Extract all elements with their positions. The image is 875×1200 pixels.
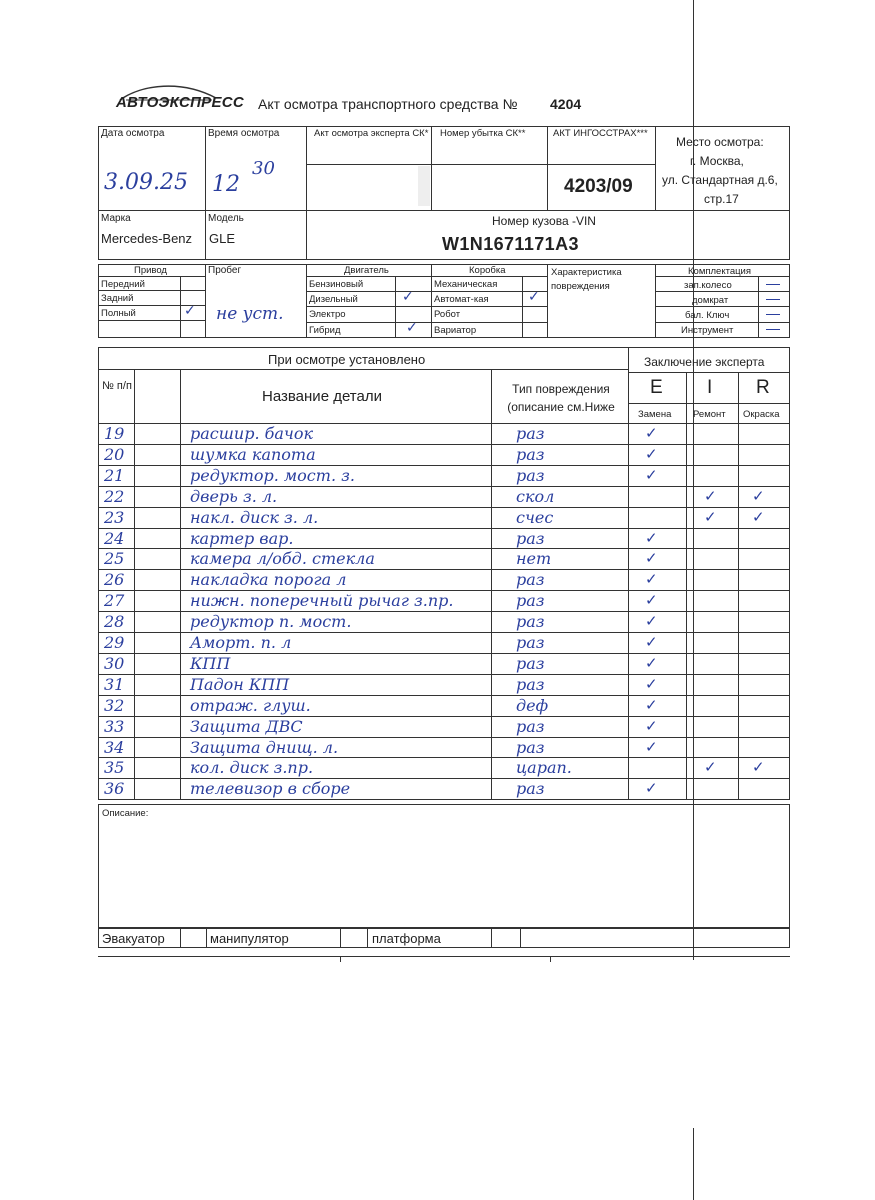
row-repair-check: ✓ (704, 758, 717, 777)
time-minutes: 30 (252, 158, 275, 179)
row-part-name: отраж. глуш. (190, 695, 311, 715)
equipment-dash-1 (766, 284, 780, 285)
ingos-value: 4203/09 (564, 176, 633, 197)
row-number: 31 (104, 674, 125, 694)
engine-diesel-check: ✓ (402, 289, 414, 305)
row-damage-type: раз (516, 570, 545, 590)
engine-option-electric: Электро (309, 309, 346, 320)
equipment-spare-wheel: зап.колесо (684, 280, 732, 291)
row-replace-check: ✓ (645, 528, 658, 547)
row-part-name: редуктор. мост. з. (190, 465, 355, 485)
row-number: 32 (104, 695, 125, 715)
row-replace-check: ✓ (645, 737, 658, 756)
cut-off-line (98, 956, 790, 957)
row-part-name: шумка капота (190, 444, 316, 464)
row-part-name: накладка порога л (190, 570, 347, 590)
row-number: 23 (104, 507, 125, 527)
logo-text: АВТОЭКСПРЕСС (116, 94, 245, 111)
mileage-label: Пробег (208, 265, 242, 276)
engine-hybrid-check: ✓ (406, 320, 418, 336)
date-value: 3.09.25 (104, 170, 188, 195)
brand-value: Mercedes-Benz (101, 231, 193, 246)
row-part-name: Защита днищ. л. (190, 737, 339, 757)
gearbox-option-cvt: Вариатор (434, 325, 477, 336)
description-box (98, 804, 790, 928)
row-damage-type: раз (516, 633, 545, 652)
equipment-tools: Инструмент (681, 325, 734, 336)
loss-number-label: Номер убытка СК** (440, 128, 526, 139)
col-name-header: Название детали (262, 388, 382, 405)
row-damage-type: счес (516, 507, 554, 527)
manipulator-label: манипулятор (210, 931, 289, 946)
row-number: 21 (104, 465, 125, 485)
time-label: Время осмотра (208, 128, 280, 139)
ingos-label: АКТ ИНГОССТРАХ*** (553, 128, 648, 139)
col-r-header: R (756, 377, 770, 398)
drive-option-rear: Задний (101, 293, 134, 304)
row-paint-check: ✓ (752, 507, 765, 526)
section-title: При осмотре установлено (268, 352, 426, 367)
vin-value: W1N1671171A3 (442, 234, 579, 254)
row-damage-type: раз (516, 444, 545, 464)
damage-char-label: Характеристика повреждения (551, 267, 622, 292)
row-number: 35 (104, 758, 125, 778)
row-replace-check: ✓ (645, 779, 658, 798)
row-number: 36 (104, 779, 125, 799)
row-replace-check: ✓ (645, 549, 658, 568)
row-number: 34 (104, 737, 125, 757)
row-replace-check: ✓ (645, 444, 658, 463)
vin-label: Номер кузова -VIN (492, 214, 596, 228)
row-damage-type: раз (516, 674, 545, 694)
row-damage-type: раз (516, 716, 545, 736)
row-number: 22 (104, 486, 125, 506)
row-divider (98, 799, 790, 800)
drive-option-full: Полный (101, 308, 136, 319)
drive-label: Привод (134, 265, 167, 276)
col-num-header: № п/п (102, 380, 132, 392)
gearbox-label: Коробка (469, 265, 506, 276)
row-number: 30 (104, 653, 125, 673)
row-number: 20 (104, 444, 125, 464)
place-line3: стр.17 (704, 192, 739, 206)
row-number: 27 (104, 591, 125, 611)
row-damage-type: раз (516, 653, 545, 673)
col-type-header: Тип повреждения (описание см.Ниже (507, 382, 615, 414)
equipment-jack: домкрат (692, 295, 729, 306)
engine-label: Двигатель (344, 265, 389, 276)
row-damage-type: раз (516, 737, 545, 757)
col-e-header: E (650, 377, 663, 398)
drive-option-front: Передний (101, 279, 145, 290)
row-part-name: кол. диск з.пр. (190, 758, 314, 778)
row-damage-type: раз (516, 528, 545, 548)
page-fold-line-bottom (693, 1128, 694, 1200)
row-replace-check: ✓ (645, 570, 658, 589)
row-number: 25 (104, 549, 125, 569)
date-label: Дата осмотра (101, 128, 165, 139)
model-value: GLE (209, 231, 236, 246)
model-label: Модель (208, 213, 244, 224)
row-replace-check: ✓ (645, 674, 658, 693)
gearbox-option-robot: Робот (434, 309, 461, 320)
row-number: 26 (104, 570, 125, 590)
row-damage-type: царап. (516, 758, 572, 778)
row-number: 28 (104, 612, 125, 632)
row-damage-type: раз (516, 465, 545, 485)
row-part-name: расшир. бачок (190, 424, 314, 443)
row-paint-check: ✓ (752, 758, 765, 777)
row-replace-check: ✓ (645, 465, 658, 484)
row-replace-check: ✓ (645, 653, 658, 672)
brand-label: Марка (101, 213, 131, 224)
equipment-dash-3 (766, 314, 780, 315)
row-part-name: накл. диск з. л. (190, 507, 319, 527)
gearbox-option-manual: Механическая (434, 279, 498, 290)
row-number: 29 (104, 633, 125, 652)
tow-label: Эвакуатор (102, 931, 165, 946)
engine-option-diesel: Дизельный (309, 294, 358, 305)
row-replace-check: ✓ (645, 424, 658, 442)
expert-act-label: Акт осмотра эксперта СК* (314, 128, 429, 139)
col-i-sub: Ремонт (693, 409, 726, 420)
row-replace-check: ✓ (645, 591, 658, 610)
mileage-value: не уст. (216, 304, 284, 324)
row-part-name: редуктор п. мост. (190, 612, 352, 632)
row-replace-check: ✓ (645, 716, 658, 735)
row-part-name: Аморт. п. л (190, 633, 292, 652)
row-damage-type: нет (516, 549, 552, 569)
col-i-header: I (707, 377, 713, 398)
place-line2: ул. Стандартная д.6, (662, 173, 778, 187)
place-label: Место осмотра: (676, 135, 764, 149)
row-damage-type: деф (516, 695, 549, 715)
row-replace-check: ✓ (645, 695, 658, 714)
row-part-name: камера л/обд. стекла (190, 549, 375, 569)
equipment-label: Комплектация (688, 266, 752, 277)
engine-option-hybrid: Гибрид (309, 325, 341, 336)
row-part-name: нижн. поперечный рычаг з.пр. (190, 591, 454, 611)
gearbox-automatic-check: ✓ (528, 289, 540, 305)
gearbox-option-automatic: Автомат-кая (434, 294, 489, 305)
redacted-block (418, 166, 430, 206)
row-part-name: Падон КПП (190, 674, 290, 694)
time-hours: 12 (212, 172, 240, 197)
engine-option-petrol: Бензиновый (309, 279, 364, 290)
row-damage-type: раз (516, 779, 545, 799)
row-damage-type: раз (516, 612, 545, 632)
description-label: Описание: (102, 808, 149, 819)
row-damage-type: раз (516, 591, 545, 611)
col-r-sub: Окраска (743, 409, 780, 420)
row-damage-type: скол (516, 486, 555, 506)
row-part-name: дверь з. л. (190, 486, 278, 506)
logo (112, 78, 245, 118)
row-part-name: Защита ДВС (190, 716, 303, 736)
row-damage-type: раз (516, 424, 545, 443)
row-replace-check: ✓ (645, 612, 658, 631)
act-number: 4204 (550, 96, 582, 112)
row-replace-check: ✓ (645, 633, 658, 651)
page-title: Акт осмотра транспортного средства № (258, 96, 518, 112)
transport-row (98, 928, 790, 948)
equipment-wrench: бал. Ключ (685, 310, 730, 321)
equipment-dash-2 (766, 299, 780, 300)
row-part-name: картер вар. (190, 528, 294, 548)
platform-label: платформа (372, 931, 441, 946)
row-number: 19 (104, 424, 125, 443)
row-repair-check: ✓ (704, 486, 717, 505)
row-part-name: КПП (190, 653, 231, 673)
row-paint-check: ✓ (752, 486, 765, 505)
col-e-sub: Замена (638, 409, 672, 420)
row-number: 33 (104, 716, 125, 736)
row-part-name: телевизор в сборе (190, 779, 351, 799)
row-repair-check: ✓ (704, 507, 717, 526)
row-number: 24 (104, 528, 125, 548)
equipment-dash-4 (766, 329, 780, 330)
place-line1: г. Москва, (690, 154, 744, 168)
drive-full-check: ✓ (184, 303, 196, 319)
conclusion-title: Заключение эксперта (644, 355, 765, 369)
